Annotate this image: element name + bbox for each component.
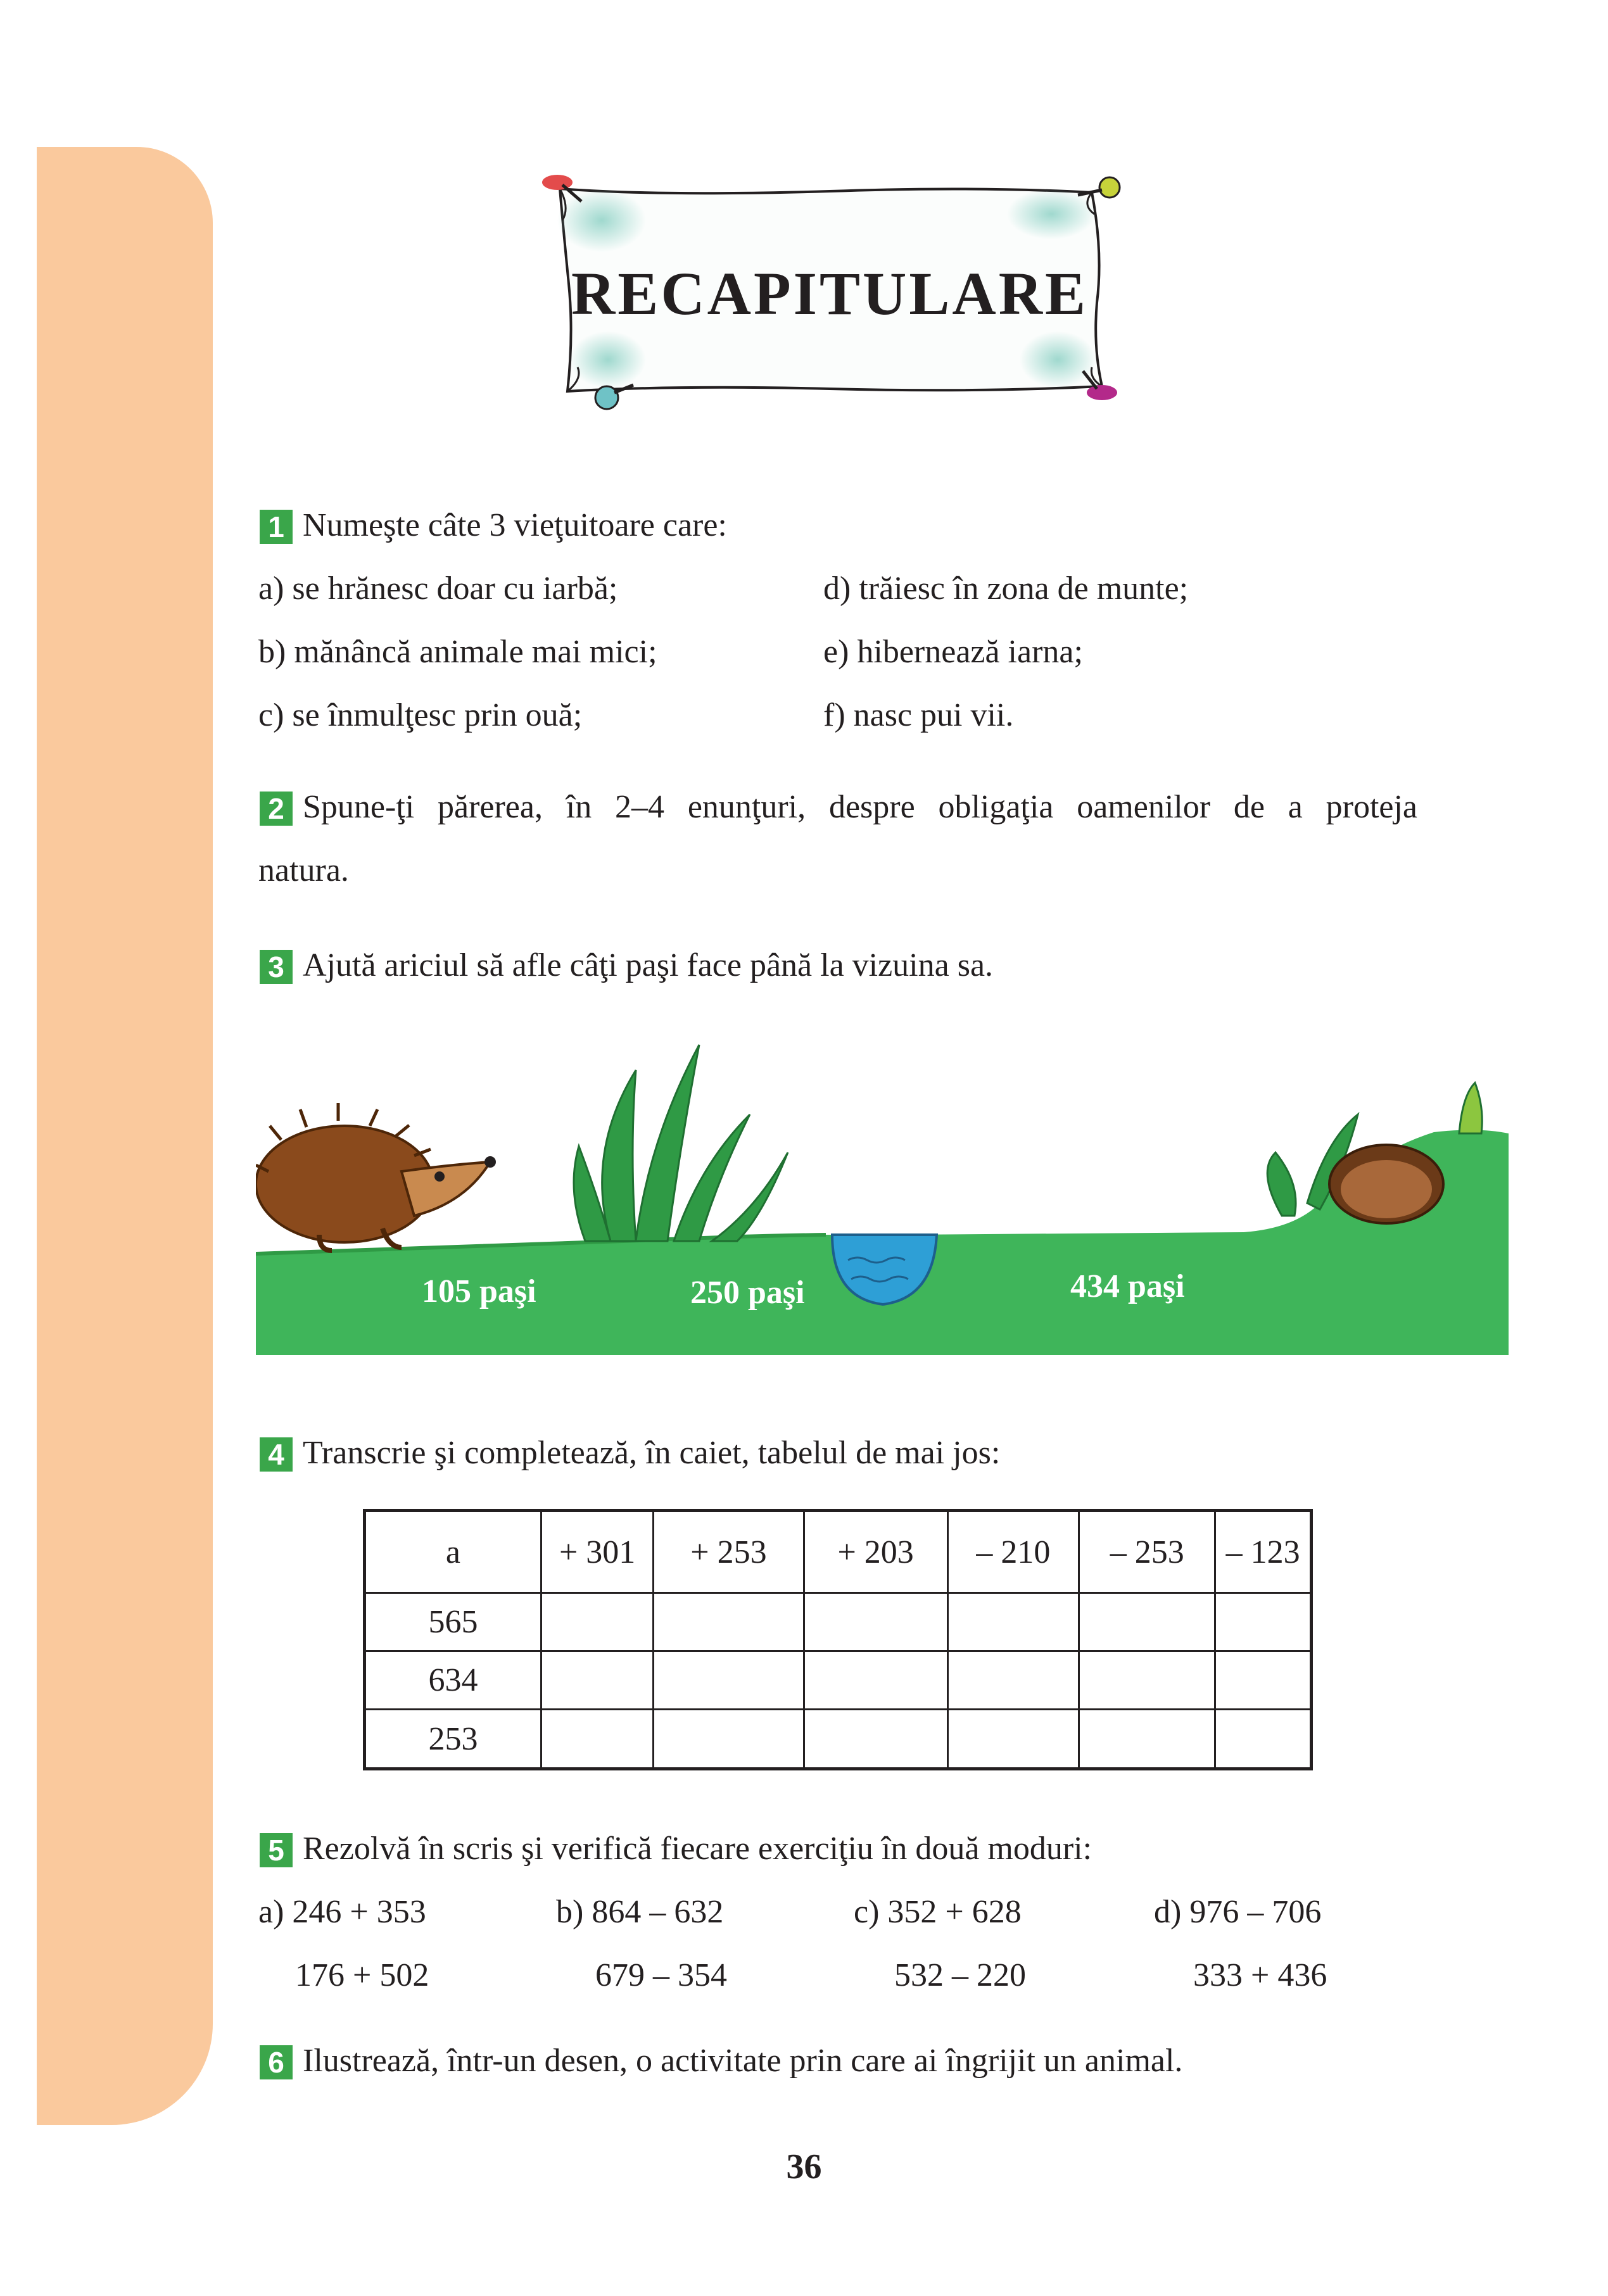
table-empty-cell	[804, 1593, 947, 1651]
exercise-2-line-1: Spune-ţi părerea, în 2–4 enunţuri, despre obligaţia oamenilor de a proteja	[303, 789, 1417, 825]
exercise-5-d-line-2: 333 + 436	[1193, 1957, 1327, 1993]
table-empty-cell	[541, 1710, 653, 1769]
table-header-cell: – 210	[947, 1511, 1079, 1593]
page-number: 36	[786, 2147, 822, 2186]
exercise-6-number: 6	[260, 2045, 293, 2079]
table-empty-cell	[1215, 1593, 1312, 1651]
table-row-value: 634	[365, 1651, 541, 1710]
exercise-6-prompt: Ilustrează, într-un desen, o activitate prin care ai îngrijit un animal.	[303, 2043, 1183, 2079]
exercise-1-item-c: c) se înmulţesc prin ouă;	[258, 697, 583, 733]
table-empty-cell	[1079, 1710, 1215, 1769]
step-label-3: 434 paşi	[1070, 1268, 1185, 1304]
exercise-5-number: 5	[260, 1833, 293, 1867]
table-empty-cell	[541, 1651, 653, 1710]
exercise-2-number: 2	[260, 792, 293, 826]
exercise-1-item-d: d) trăiesc în zona de munte;	[823, 571, 1189, 607]
exercise-5-c-line-2: 532 – 220	[894, 1957, 1026, 1993]
hedgehog-icon	[256, 1103, 496, 1251]
table-empty-cell	[1079, 1651, 1215, 1710]
exercise-1-number: 1	[260, 510, 293, 544]
table-empty-cell	[804, 1710, 947, 1769]
completion-table	[363, 1509, 1313, 1770]
table-row	[365, 1593, 1312, 1651]
exercise-4-number: 4	[260, 1437, 293, 1472]
exercise-1-item-b: b) mănâncă animale mai mici;	[258, 634, 657, 670]
exercise-5-c-line-1: c) 352 + 628	[854, 1894, 1022, 1930]
table-header-cell: + 253	[654, 1511, 804, 1593]
table-header-cell: – 253	[1079, 1511, 1215, 1593]
exercise-3-prompt: Ajută ariciul să afle câţi paşi face până la vizuina sa.	[303, 947, 994, 983]
grass-plant-icon	[574, 1045, 788, 1241]
table-header-row	[365, 1511, 1312, 1593]
exercise-1-prompt: Numeşte câte 3 vieţuitoare care:	[303, 507, 727, 543]
table-header-cell: + 203	[804, 1511, 947, 1593]
table-empty-cell	[1079, 1593, 1215, 1651]
exercise-1-item-e: e) hibernează iarna;	[823, 634, 1083, 670]
pin-top-right-icon	[1078, 177, 1120, 198]
exercise-1-item-f: f) nasc pui vii.	[823, 697, 1014, 733]
table-empty-cell	[947, 1593, 1079, 1651]
step-label-1: 105 paşi	[422, 1273, 536, 1309]
table-empty-cell	[947, 1710, 1079, 1769]
exercise-5-b-line-2: 679 – 354	[595, 1957, 727, 1993]
table-row	[365, 1651, 1312, 1710]
exercise-2-line-2: natura.	[258, 852, 349, 888]
exercise-1-item-a: a) se hrănesc doar cu iarbă;	[258, 571, 618, 607]
exercise-5-a-line-1: a) 246 + 353	[258, 1894, 426, 1930]
pin-bottom-left-icon	[595, 385, 633, 409]
table-empty-cell	[654, 1651, 804, 1710]
table-header-cell: – 123	[1215, 1511, 1312, 1593]
exercise-5-a-line-2: 176 + 502	[295, 1957, 429, 1993]
page-title: RECAPITULARE	[571, 260, 1089, 327]
table-row	[365, 1710, 1312, 1769]
table-row-value: 253	[365, 1710, 541, 1769]
table-header-cell: a	[365, 1511, 541, 1593]
side-tab	[37, 147, 213, 2125]
table-empty-cell	[1215, 1651, 1312, 1710]
exercise-5-d-line-1: d) 976 – 706	[1154, 1894, 1322, 1930]
table-empty-cell	[654, 1710, 804, 1769]
step-label-2: 250 paşi	[690, 1275, 805, 1311]
table-empty-cell	[804, 1651, 947, 1710]
exercise-5-b-line-1: b) 864 – 632	[556, 1894, 724, 1930]
exercise-5-prompt: Rezolvă în scris şi verifică fiecare exerciţiu în două moduri:	[303, 1831, 1092, 1867]
table-row-value: 565	[365, 1593, 541, 1651]
exercise-4-prompt: Transcrie şi completează, în caiet, tabelul de mai jos:	[303, 1435, 1001, 1471]
table-header-cell: + 301	[541, 1511, 653, 1593]
table-empty-cell	[947, 1651, 1079, 1710]
exercise-3-number: 3	[260, 950, 293, 984]
table-empty-cell	[654, 1593, 804, 1651]
hedgehog-path-illustration	[256, 1026, 1509, 1355]
title-banner	[532, 170, 1127, 417]
table-empty-cell	[541, 1593, 653, 1651]
table-empty-cell	[1215, 1710, 1312, 1769]
